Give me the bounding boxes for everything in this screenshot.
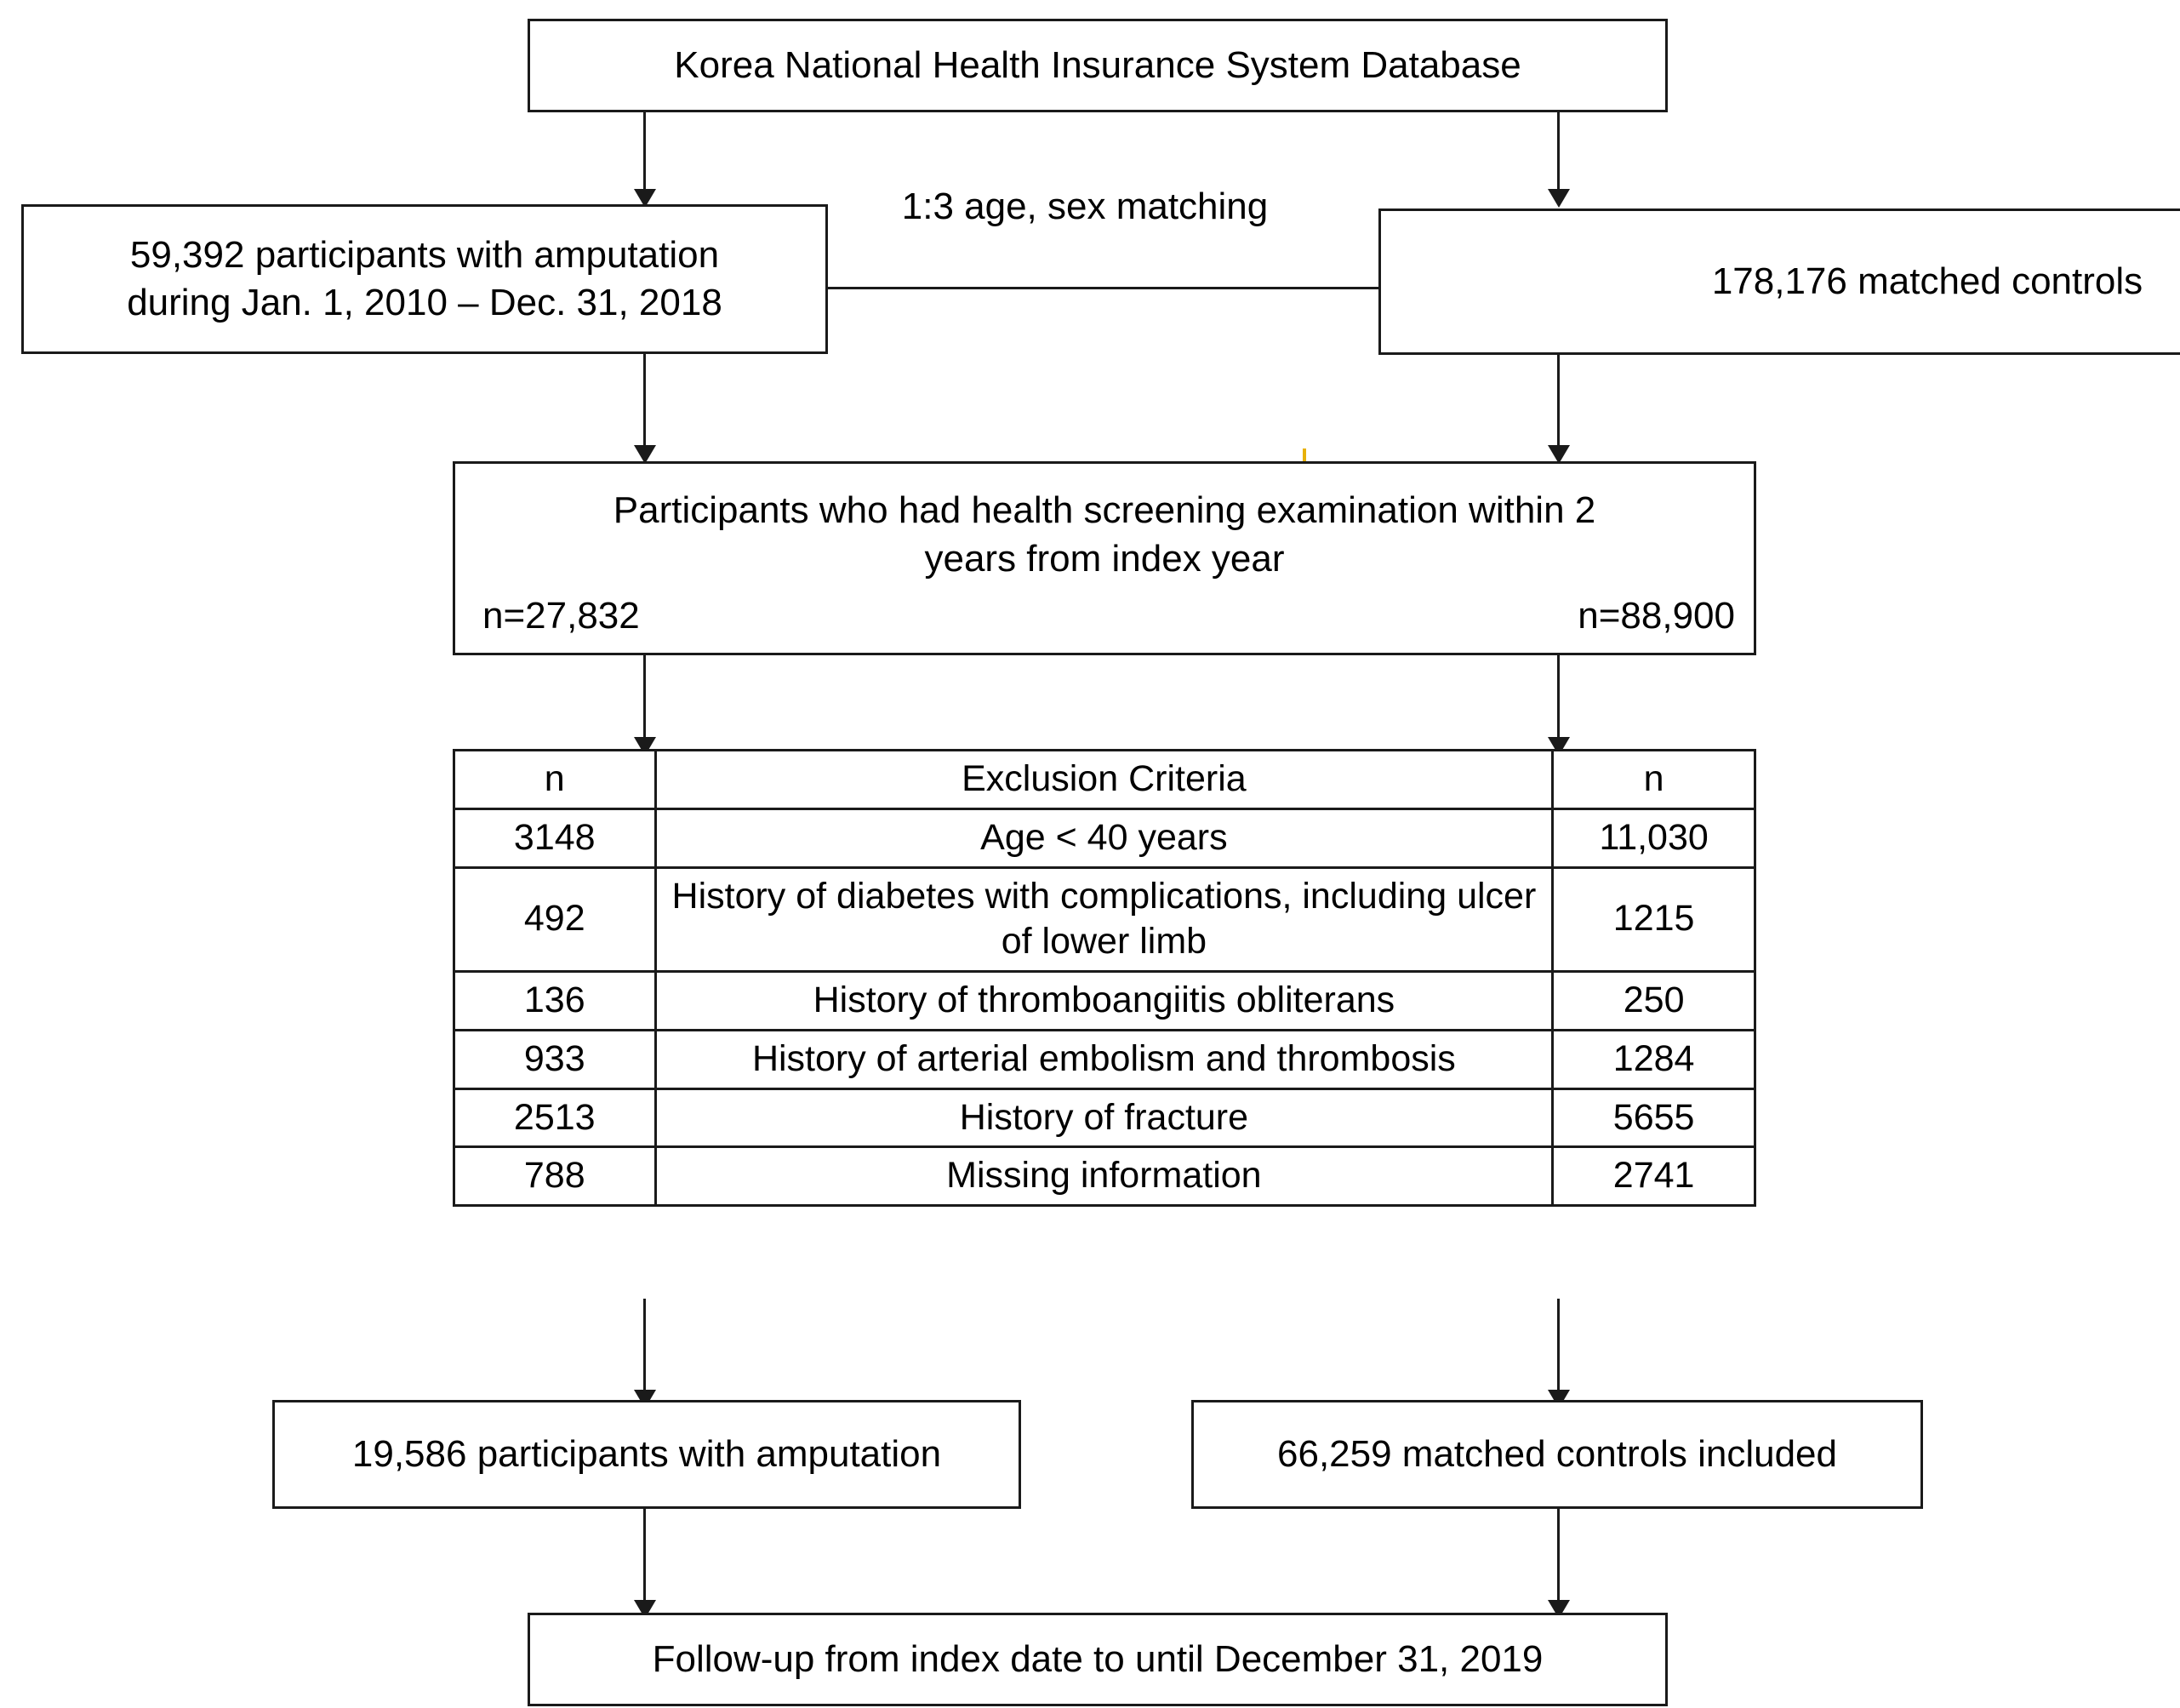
connector-cases-to-screening <box>643 354 646 449</box>
screening-n-cases: n=27,832 <box>482 595 640 637</box>
row-5-n-right: 2741 <box>1553 1147 1755 1206</box>
connector-table-to-final-controls <box>1557 1299 1560 1394</box>
row-0-n-left: 3148 <box>454 808 656 867</box>
row-2-n-left: 136 <box>454 972 656 1031</box>
database-box <box>528 19 1668 112</box>
cases-box-line1: 59,392 participants with amputation <box>129 233 720 276</box>
row-1-n-left: 492 <box>454 867 656 972</box>
final-cases-box-label: 19,586 participants with amputation <box>351 1432 942 1475</box>
final-controls-box <box>1191 1400 1923 1509</box>
cases-box <box>21 204 828 354</box>
row-3-criteria: History of arterial embolism and thrombosis <box>655 1030 1553 1088</box>
table-row <box>454 1030 1755 1088</box>
table-row <box>454 867 1755 972</box>
row-4-n-right: 5655 <box>1553 1088 1755 1147</box>
table-header-row <box>454 751 1755 809</box>
exclusion-criteria-table <box>453 749 1756 1207</box>
row-3-n-left: 933 <box>454 1030 656 1088</box>
row-0-n-right: 11,030 <box>1553 808 1755 867</box>
header-n-left: n <box>454 751 656 809</box>
table-row <box>454 1088 1755 1147</box>
connector-title-to-controls <box>1557 112 1560 193</box>
followup-box <box>528 1613 1668 1706</box>
connector-cases-controls <box>828 287 1379 289</box>
connector-screening-to-table-right <box>1557 655 1560 742</box>
table-row <box>454 808 1755 867</box>
header-criteria: Exclusion Criteria <box>655 751 1553 809</box>
database-box-label: Korea National Health Insurance System Database <box>674 43 1521 86</box>
table-row <box>454 972 1755 1031</box>
row-4-criteria: History of fracture <box>655 1088 1553 1147</box>
connector-table-to-final-cases <box>643 1299 646 1394</box>
connector-title-to-cases <box>643 112 646 193</box>
row-1-n-right: 1215 <box>1553 867 1755 972</box>
connector-screening-to-table-left <box>643 655 646 742</box>
row-2-n-right: 250 <box>1553 972 1755 1031</box>
final-controls-box-label: 66,259 matched controls included <box>1277 1432 1837 1475</box>
row-0-criteria: Age < 40 years <box>655 808 1553 867</box>
row-1-criteria: History of diabetes with complications, including ulcer of lower limb <box>655 867 1553 972</box>
table-row <box>454 1147 1755 1206</box>
connector-controls-to-screening <box>1557 355 1560 450</box>
matching-note <box>868 186 1302 228</box>
controls-box <box>1378 209 2180 355</box>
controls-box-label: 178,176 matched controls <box>1711 260 2143 302</box>
followup-box-label: Follow-up from index date to until December 31, 2019 <box>652 1637 1544 1680</box>
row-5-n-left: 788 <box>454 1147 656 1206</box>
arrow-title-to-controls <box>1548 189 1570 208</box>
connector-final-controls-to-followup <box>1557 1509 1560 1604</box>
row-5-criteria: Missing information <box>655 1147 1553 1206</box>
connector-final-cases-to-followup <box>643 1509 646 1604</box>
header-n-right: n <box>1553 751 1755 809</box>
matching-note-label: 1:3 age, sex matching <box>901 186 1269 227</box>
row-2-criteria: History of thromboangiitis obliterans <box>655 972 1553 1031</box>
row-3-n-right: 1284 <box>1553 1030 1755 1088</box>
screening-n-controls: n=88,900 <box>1578 595 1735 637</box>
screening-box-line2: years from index year <box>924 538 1285 580</box>
screening-box-line1: Participants who had health screening examination within 2 <box>613 489 1596 531</box>
final-cases-box <box>272 1400 1021 1509</box>
screening-box <box>453 461 1756 655</box>
row-4-n-left: 2513 <box>454 1088 656 1147</box>
cases-box-line2: during Jan. 1, 2010 – Dec. 31, 2018 <box>127 282 722 323</box>
screening-box-title <box>455 486 1754 583</box>
